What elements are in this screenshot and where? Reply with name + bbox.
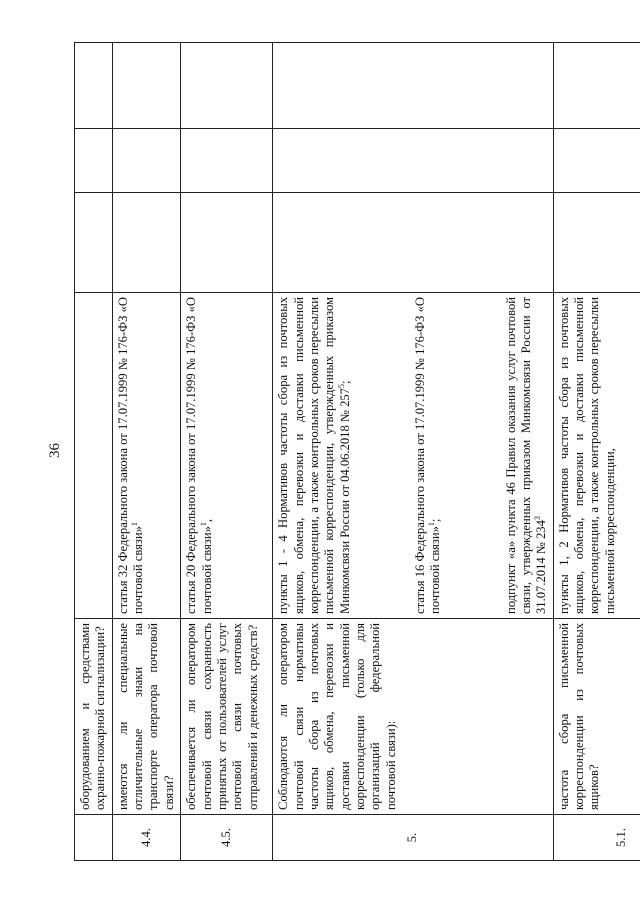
answer-cell-c5 bbox=[112, 129, 180, 193]
paragraph-gap bbox=[444, 297, 504, 614]
page-number: 36 bbox=[47, 443, 63, 458]
answer-cell-c4 bbox=[75, 193, 113, 293]
answer-cell-c5 bbox=[273, 129, 554, 193]
legal-basis-body: статья 16 Федерального закона от 17.07.1999 № 176-ФЗ «О почтовой связи» bbox=[412, 297, 443, 614]
answer-cell-c5 bbox=[75, 129, 113, 193]
answer-cell-c4 bbox=[553, 193, 640, 293]
legal-basis-cell bbox=[75, 293, 113, 619]
legal-basis-text bbox=[116, 297, 147, 614]
checklist-table bbox=[74, 42, 640, 861]
question-cell: частота сбора письменной корреспонденции из почтовых ящиков? bbox=[553, 619, 640, 815]
legal-basis-cell bbox=[553, 293, 640, 619]
answer-cell-c6 bbox=[75, 43, 113, 129]
legal-basis-cell bbox=[181, 293, 273, 619]
footnote-ref: 1 bbox=[427, 522, 437, 527]
legal-basis-text bbox=[276, 297, 353, 614]
legal-basis-text bbox=[184, 297, 215, 614]
answer-cell-c6 bbox=[273, 43, 554, 129]
question-cell: имеются ли специальные отличительные знаки на транспорте оператора почтовой связи? bbox=[112, 619, 180, 815]
legal-basis-text bbox=[413, 297, 444, 614]
table-row bbox=[553, 43, 640, 861]
legal-basis-body: подпункт «а» пункта 46 Правил оказания услуг почтовой связи, утвержденных приказом Минкомсвязи России от 31.07.2014 № 234 bbox=[503, 297, 549, 614]
legal-basis-cell bbox=[273, 293, 554, 619]
answer-cell-c5 bbox=[553, 129, 640, 193]
question-cell: обеспечивается ли оператором почтовой связи сохранность принятых от пользователей услуг почтовой связи почтовых отправлений и денежных средств? bbox=[181, 619, 273, 815]
rotated-table-wrapper bbox=[74, 43, 629, 861]
table-row bbox=[75, 43, 113, 861]
footnote-ref: 1 bbox=[198, 522, 208, 527]
answer-cell-c6 bbox=[112, 43, 180, 129]
item-number: 5. bbox=[273, 815, 554, 861]
table-row bbox=[273, 43, 554, 861]
punctuation: ; bbox=[337, 380, 352, 385]
legal-basis-body: пункты 1 - 4 Нормативов частоты сбора из почтовых ящиков, обмена, перевозки и доставки письменной корреспонденции, а также контрольных сроков пересылки письменной корреспонденции, утвержденных приказом Минкомсвязи России от 04.06.2018 № 257 bbox=[276, 297, 352, 614]
legal-basis-cell bbox=[112, 293, 180, 619]
table-row bbox=[112, 43, 180, 861]
item-number bbox=[75, 815, 113, 861]
answer-cell-c6 bbox=[181, 43, 273, 129]
question-cell: Соблюдаются ли оператором почтовой связи нормативы частоты сбора из почтовых ящиков, обмена, перевозки и доставки письменной корреспонденции (только для организаций федеральной почтовой связи): bbox=[273, 619, 554, 815]
punctuation: , bbox=[199, 518, 214, 523]
answer-cell-c4 bbox=[181, 193, 273, 293]
table-row bbox=[181, 43, 273, 861]
question-cell: оборудованием и средствами охранно-пожарной сигнализации? bbox=[75, 619, 113, 815]
footnote-ref: 3 bbox=[533, 516, 543, 521]
punctuation: ; bbox=[428, 518, 443, 523]
legal-basis-text bbox=[504, 297, 550, 614]
item-number: 5.1. bbox=[553, 815, 640, 861]
legal-basis-body: статья 20 Федерального закона от 17.07.1999 № 176-ФЗ «О почтовой связи» bbox=[184, 297, 214, 614]
legal-basis-body: пункты 1, 2 Нормативов частоты сбора из почтовых ящиков, обмена, перевозки и доставки письменной корреспонденции, а также контрольных сроков пересылки письменной корреспонденции, bbox=[556, 297, 617, 614]
answer-cell-c4 bbox=[112, 193, 180, 293]
table-body bbox=[75, 43, 640, 861]
answer-cell-c6 bbox=[553, 43, 640, 129]
answer-cell-c4 bbox=[273, 193, 554, 293]
item-number: 4.5. bbox=[181, 815, 273, 861]
footnote-ref: 1 bbox=[129, 522, 139, 527]
footnote-ref: 5 bbox=[336, 384, 346, 389]
item-number: 4.4. bbox=[112, 815, 180, 861]
answer-cell-c5 bbox=[181, 129, 273, 193]
legal-basis-text bbox=[557, 297, 618, 614]
legal-basis-body: статья 32 Федерального закона от 17.07.1999 № 176-ФЗ «О почтовой связи» bbox=[115, 297, 146, 614]
paragraph-gap bbox=[353, 297, 413, 614]
